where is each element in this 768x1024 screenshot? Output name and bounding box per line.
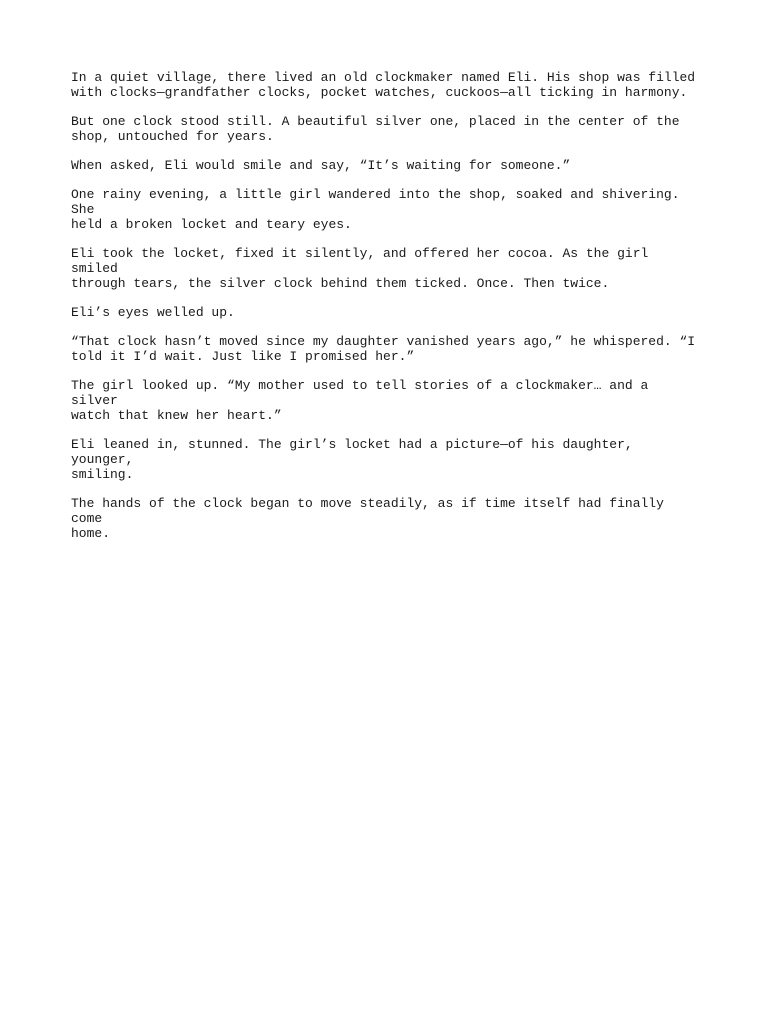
paragraph-2: But one clock stood still. A beautiful silver one, placed in the center of the shop, untouched for years. xyxy=(71,114,680,144)
paragraph-3: When asked, Eli would smile and say, “It’s waiting for someone.” xyxy=(71,158,571,173)
paragraph-4: One rainy evening, a little girl wandered into the shop, soaked and shivering. She held a broken locket and teary eyes. xyxy=(71,187,680,232)
paragraph-6: Eli’s eyes welled up. xyxy=(71,305,235,320)
paragraph-7: “That clock hasn’t moved since my daughter vanished years ago,” he whispered. “I told it I’d wait. Just like I promised her.” xyxy=(71,334,696,364)
paragraph-8: The girl looked up. “My mother used to tell stories of a clockmaker… and a silver watch that knew her heart.” xyxy=(71,378,649,423)
paragraph-1: In a quiet village, there lived an old clockmaker named Eli. His shop was filled with clocks—grandfather clocks, pocket watches, cuckoos—all ticking in harmony. xyxy=(71,70,696,100)
paragraph-9: Eli leaned in, stunned. The girl’s locket had a picture—of his daughter, younger, smiling. xyxy=(71,437,633,482)
paragraph-5: Eli took the locket, fixed it silently, and offered her cocoa. As the girl smiled through tears, the silver clock behind them ticked. Once. Then twice. xyxy=(71,246,649,291)
document-page xyxy=(71,70,701,555)
paragraph-10: The hands of the clock began to move steadily, as if time itself had finally come home. xyxy=(71,496,664,541)
